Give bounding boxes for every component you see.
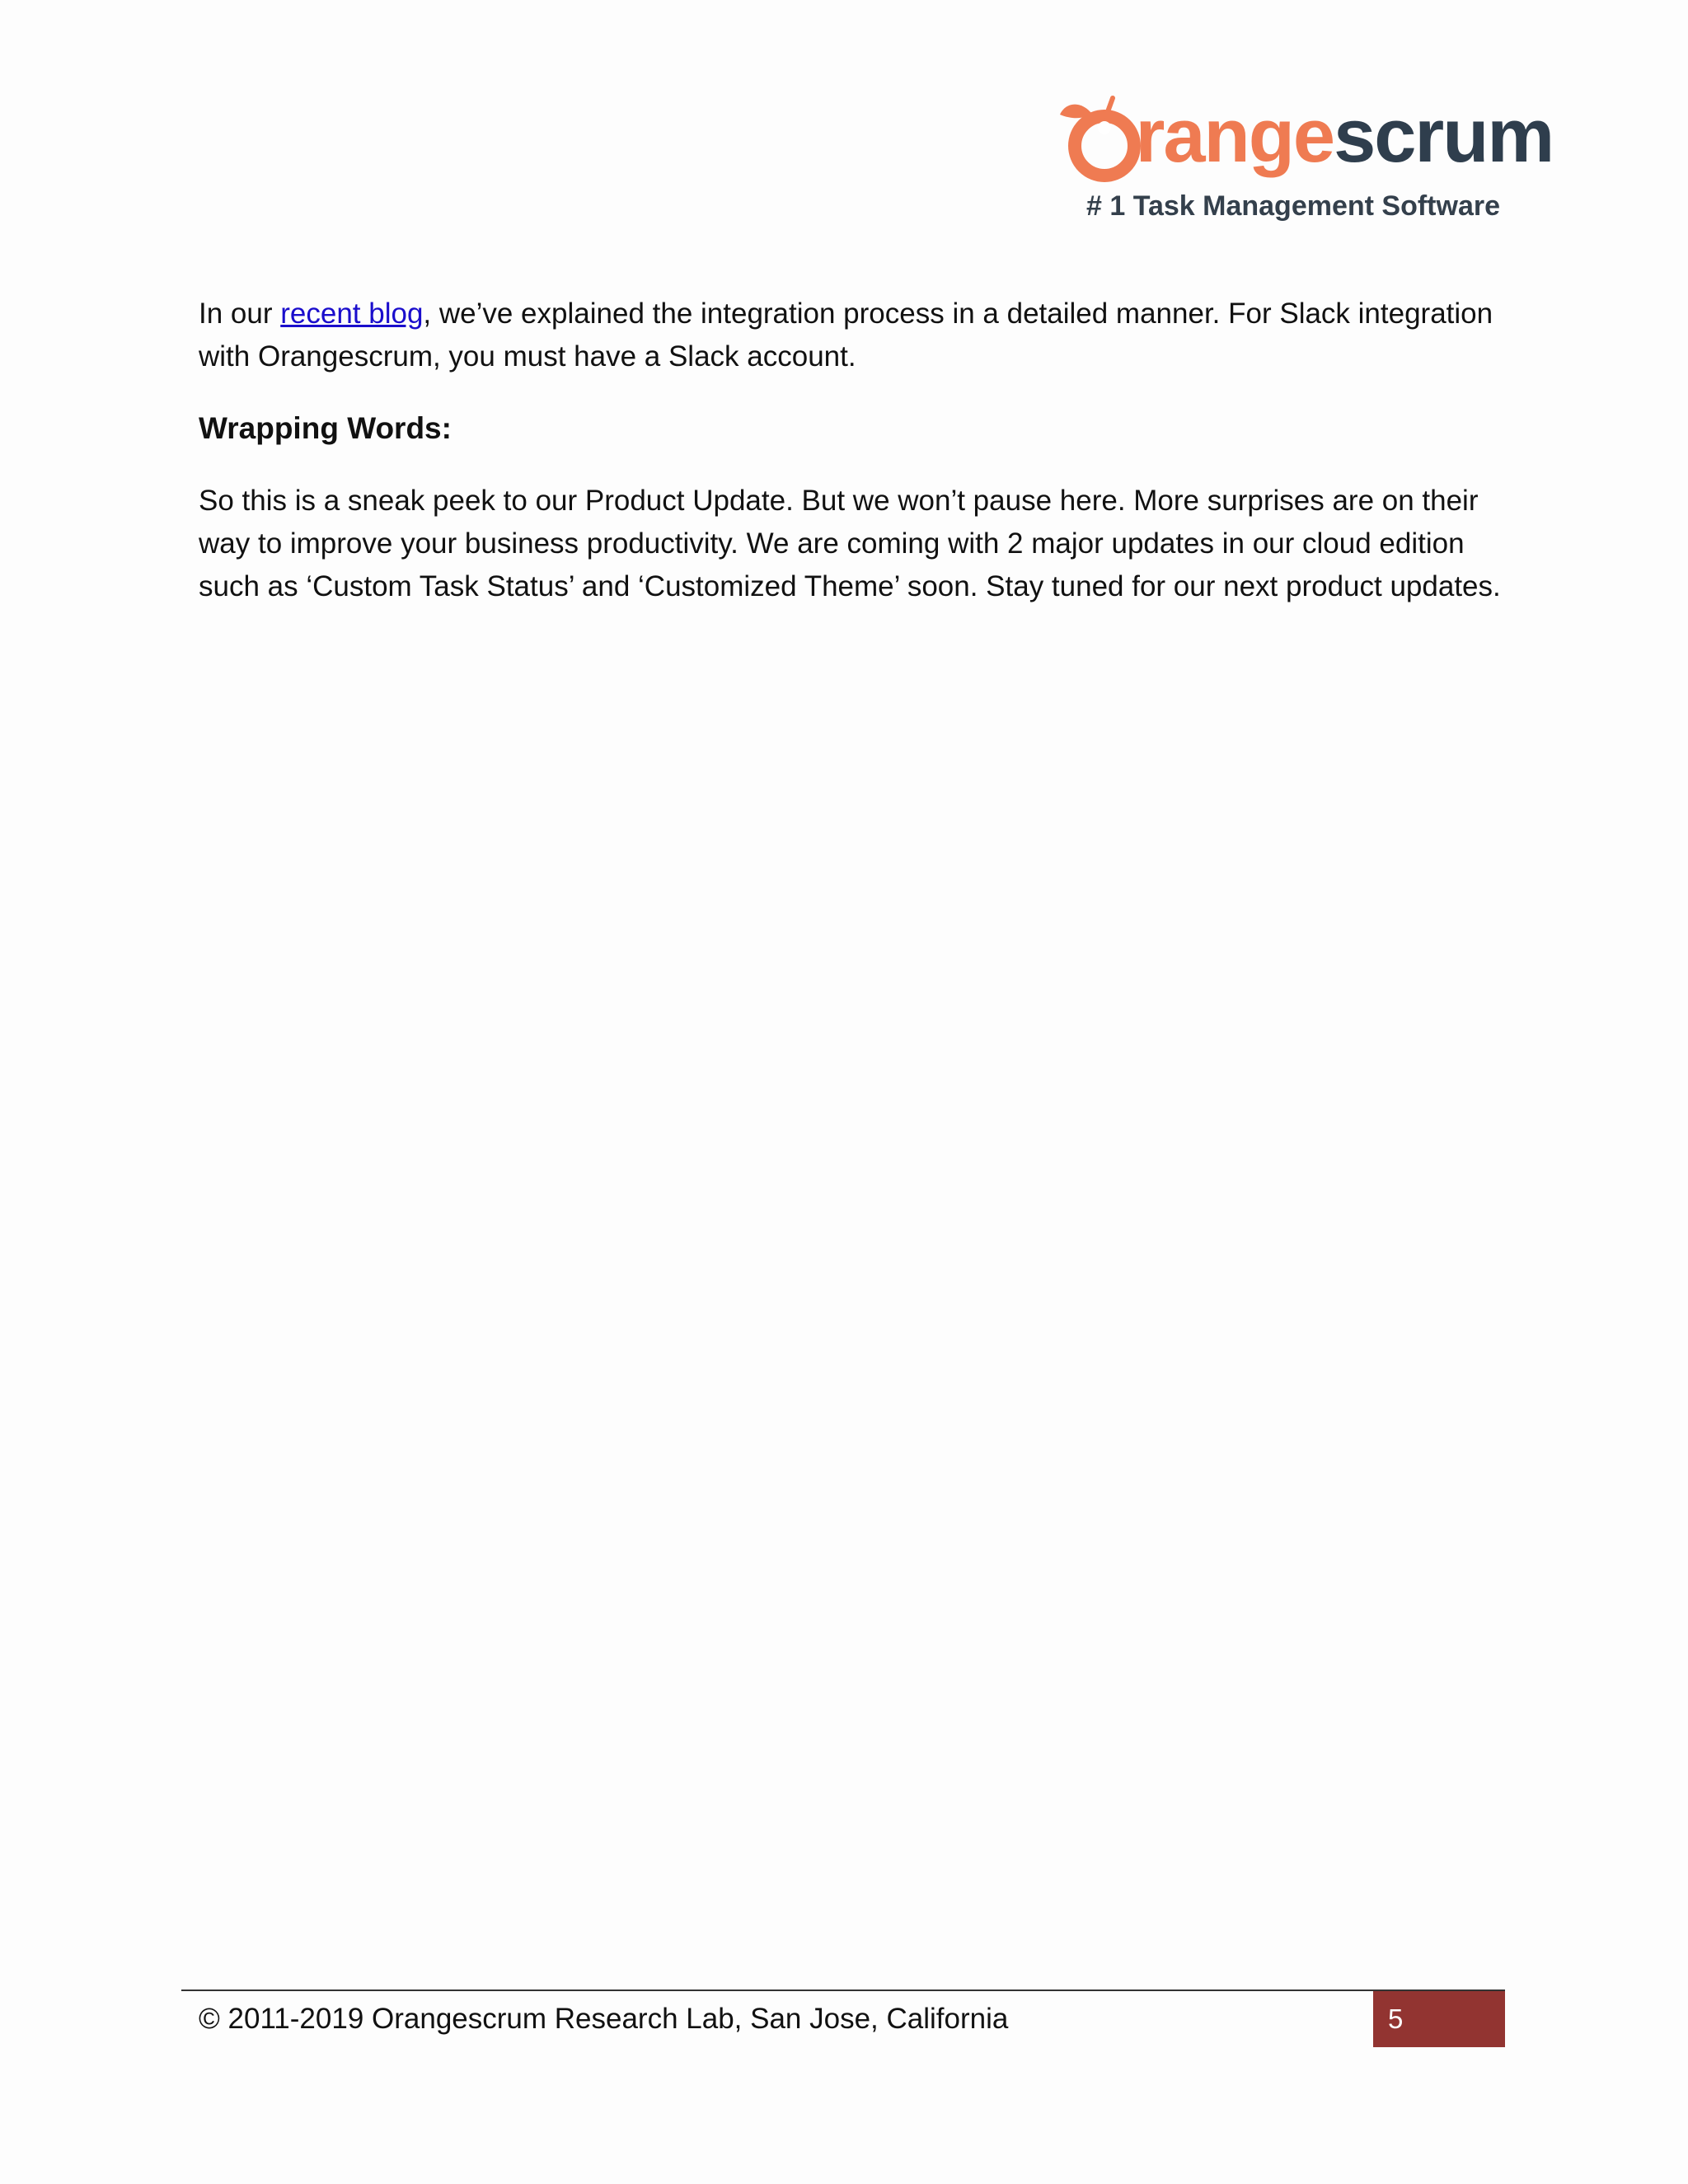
footer-copyright: © 2011-2019 Orangescrum Research Lab, San Jose, California <box>199 2003 1009 2035</box>
recent-blog-link[interactable]: recent blog <box>280 298 424 330</box>
page-number-badge <box>1373 1991 1505 2047</box>
intro-text-before: In our <box>199 298 281 330</box>
section-heading: Wrapping Words: <box>199 411 452 445</box>
logo-tagline: # 1 Task Management Software <box>1086 190 1500 222</box>
intro-paragraph <box>199 293 1501 378</box>
closing-paragraph: So this is a sneak peek to our Product Update. But we won’t pause here. More surprises are on their way to improve your business productivity. We are coming with 2 major updates in our cloud edition such as ‘Custom Task Status’ and ‘Customized Theme’ soon. Stay tuned for our next product updates. <box>199 485 1501 602</box>
logo-range: range <box>1135 94 1334 178</box>
orangescrum-logo <box>1055 94 1554 235</box>
logo-wordmark <box>1078 94 1554 178</box>
footer-divider <box>181 1990 1505 1991</box>
page-number: 5 <box>1388 2004 1404 2034</box>
intro-text-after: , we’ve explained the integration process in a detailed manner. For Slack integration with Orangescrum, you must have a Slack account. <box>199 298 1493 373</box>
logo-scrum: scrum <box>1334 94 1554 178</box>
